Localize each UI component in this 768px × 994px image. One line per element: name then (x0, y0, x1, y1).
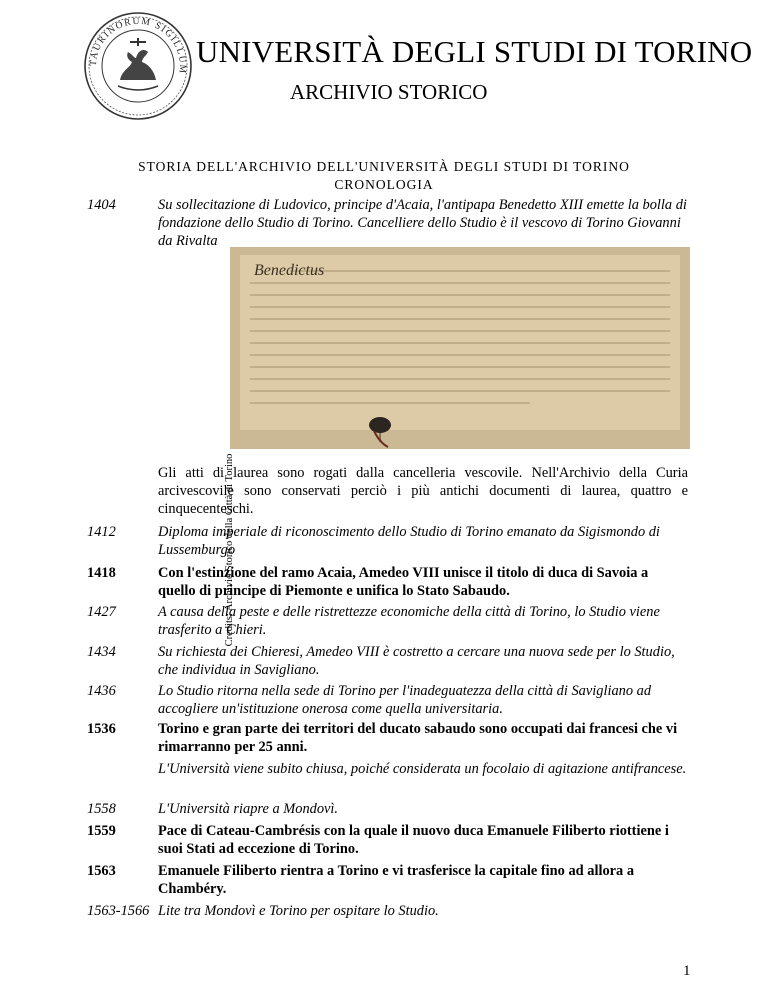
entry-year: 1536 (87, 721, 116, 737)
bull-opening-word: Benedictus (254, 262, 325, 279)
foundation-bull-image (230, 247, 690, 449)
entry-year: 1559 (87, 823, 116, 839)
entry-year: 1434 (87, 644, 116, 660)
page-number: 1 (683, 963, 691, 979)
entry-text: A causa della peste e delle ristrettezze economiche della città di Torino, lo Studio viene trasferito a Chieri. (158, 604, 660, 638)
entry-text: Gli atti di laurea sono rogati dalla cancelleria vescovile. Nell'Archivio della Curia arcivescovile sono conservati perciò i più antichi documenti di laurea, quattro e cinquecenteschi. (158, 465, 688, 517)
entry-text: L'Università viene subito chiusa, poiché considerata un focolaio di agitazione antifrancese. (158, 761, 687, 777)
entry-text: Pace di Cateau-Cambrésis con la quale il nuovo duca Emanuele Filiberto riottiene i suoi Stati ad eccezione di Torino. (158, 823, 669, 857)
entry-year: 1436 (87, 683, 116, 699)
entry-year: 1412 (87, 524, 116, 540)
entry-text: L'Università riapre a Mondovì. (158, 801, 339, 817)
university-title: UNIVERSITÀ DEGLI STUDI DI TORINO (196, 34, 753, 69)
seal-lettering: TAURINORUM SIGILLUM (88, 16, 188, 75)
image-credits: Credits: Archivio Storico della Città di Torino (224, 453, 235, 647)
entry-year: 1558 (87, 801, 116, 817)
entry-text: Su sollecitazione di Ludovico, principe d'Acaia, l'antipapa Benedetto XIII emette la bolla di fondazione dello Studio di Torino. Cancelliere dello Studio è il vescovo di Torino Giovanni da Rivalta (158, 197, 687, 249)
entry-text: Lo Studio ritorna nella sede di Torino per l'inadeguatezza della città di Savigliano ad accogliere un'istituzione onerosa come quella universitaria. (158, 683, 652, 717)
document-subtitle: CRONOLOGIA (334, 177, 434, 192)
entry-text: Su richiesta dei Chieresi, Amedeo VIII è costretto a cercare una nuova sede per lo Studio, che individua in Savigliano. (158, 644, 675, 678)
archive-subtitle: ARCHIVIO STORICO (290, 80, 488, 104)
entry-year: 1404 (87, 197, 116, 213)
entry-year: 1563 (87, 863, 116, 879)
university-seal (82, 10, 194, 122)
entry-year: 1563-1566 (87, 903, 150, 919)
entry-text: Emanuele Filiberto rientra a Torino e vi trasferisce la capitale fino ad allora a Chambéry. (158, 863, 635, 897)
entry-text: Torino e gran parte dei territori del ducato sabaudo sono occupati dai francesi che vi rimarranno per 25 anni. (158, 721, 678, 755)
entry-text: Lite tra Mondovì e Torino per ospitare lo Studio. (158, 903, 439, 919)
entry-text: Diploma imperiale di riconoscimento dello Studio di Torino emanato da Sigismondo di Lussemburgo (158, 524, 660, 558)
document-title: STORIA DELL'ARCHIVIO DELL'UNIVERSITÀ DEGLI STUDI DI TORINO (138, 159, 630, 174)
entry-text: Con l'estinzione del ramo Acaia, Amedeo VIII unisce il titolo di duca di Savoia a quello di principe di Piemonte e unifica lo Stato Sabaudo. (158, 565, 649, 599)
entry-year: 1427 (87, 604, 116, 620)
entry-year: 1418 (87, 565, 116, 581)
